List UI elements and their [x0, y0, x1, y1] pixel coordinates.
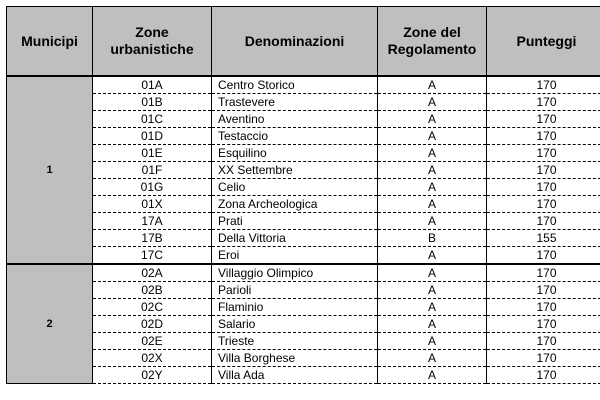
zona-regolamento-cell: A	[378, 76, 487, 94]
punteggio-cell: 170	[487, 350, 600, 367]
denominazione-cell: Zona Archeologica	[212, 196, 378, 213]
punteggio-cell: 170	[487, 316, 600, 333]
punteggio-cell: 170	[487, 264, 600, 282]
punteggio-cell: 170	[487, 128, 600, 145]
municipio-cell: 2	[7, 264, 93, 384]
table-row	[7, 179, 600, 196]
denominazione-cell: Aventino	[212, 111, 378, 128]
zone-code-cell: 01C	[93, 111, 212, 128]
zone-code-cell: 01X	[93, 196, 212, 213]
table-row	[7, 299, 600, 316]
punteggio-cell: 170	[487, 162, 600, 179]
punteggio-cell: 170	[487, 196, 600, 213]
zona-regolamento-cell: A	[378, 247, 487, 265]
denominazione-cell: Villa Ada	[212, 367, 378, 384]
punteggio-cell: 170	[487, 179, 600, 196]
zone-code-cell: 01A	[93, 76, 212, 94]
zona-regolamento-cell: A	[378, 213, 487, 230]
punteggio-cell: 170	[487, 145, 600, 162]
table-row	[7, 247, 600, 265]
zona-regolamento-cell: A	[378, 111, 487, 128]
zona-regolamento-cell: A	[378, 145, 487, 162]
zone-code-cell: 01B	[93, 94, 212, 111]
denominazione-cell: Parioli	[212, 282, 378, 299]
punteggio-cell: 170	[487, 299, 600, 316]
zone-code-cell: 02D	[93, 316, 212, 333]
zone-code-cell: 02C	[93, 299, 212, 316]
denominazione-cell: Testaccio	[212, 128, 378, 145]
table-row	[7, 145, 600, 162]
table-row	[7, 367, 600, 384]
municipio-cell: 1	[7, 76, 93, 264]
punteggio-cell: 170	[487, 94, 600, 111]
zona-regolamento-cell: A	[378, 333, 487, 350]
table-row	[7, 94, 600, 111]
zone-code-cell: 02A	[93, 264, 212, 282]
punteggio-cell: 170	[487, 76, 600, 94]
table-row	[7, 76, 600, 94]
zone-code-cell: 01D	[93, 128, 212, 145]
zona-regolamento-cell: A	[378, 282, 487, 299]
punteggio-cell: 170	[487, 367, 600, 384]
header-zone-urbanistiche: Zone urbanistiche	[93, 7, 212, 77]
table-row	[7, 196, 600, 213]
punteggio-cell: 170	[487, 282, 600, 299]
table-row	[7, 230, 600, 247]
denominazione-cell: Celio	[212, 179, 378, 196]
denominazione-cell: Trieste	[212, 333, 378, 350]
table-row	[7, 316, 600, 333]
denominazione-cell: Prati	[212, 213, 378, 230]
table-row	[7, 162, 600, 179]
denominazione-cell: Villaggio Olimpico	[212, 264, 378, 282]
zona-regolamento-cell: B	[378, 230, 487, 247]
table-body	[7, 76, 600, 384]
zone-code-cell: 01E	[93, 145, 212, 162]
zona-regolamento-cell: A	[378, 179, 487, 196]
header-denominazioni: Denominazioni	[212, 7, 378, 77]
zone-code-cell: 02B	[93, 282, 212, 299]
zone-code-cell: 02Y	[93, 367, 212, 384]
zona-regolamento-cell: A	[378, 299, 487, 316]
table-row	[7, 264, 600, 282]
denominazione-cell: Della Vittoria	[212, 230, 378, 247]
zona-regolamento-cell: A	[378, 196, 487, 213]
punteggio-cell: 155	[487, 230, 600, 247]
denominazione-cell: Trastevere	[212, 94, 378, 111]
punteggio-cell: 170	[487, 111, 600, 128]
zone-table-page	[6, 6, 600, 384]
denominazione-cell: Flaminio	[212, 299, 378, 316]
header-municipi: Municipi	[7, 7, 93, 77]
header-punteggi: Punteggi	[487, 7, 600, 77]
punteggio-cell: 170	[487, 333, 600, 350]
table-row	[7, 350, 600, 367]
zona-regolamento-cell: A	[378, 162, 487, 179]
zona-regolamento-cell: A	[378, 350, 487, 367]
table-row	[7, 128, 600, 145]
zona-regolamento-cell: A	[378, 128, 487, 145]
punteggio-cell: 170	[487, 247, 600, 265]
denominazione-cell: Eroi	[212, 247, 378, 265]
zona-regolamento-cell: A	[378, 367, 487, 384]
zona-regolamento-cell: A	[378, 94, 487, 111]
denominazione-cell: Esquilino	[212, 145, 378, 162]
zone-code-cell: 02E	[93, 333, 212, 350]
table-row	[7, 282, 600, 299]
denominazione-cell: Salario	[212, 316, 378, 333]
table-row	[7, 111, 600, 128]
zone-code-cell: 17A	[93, 213, 212, 230]
header-zone-regolamento: Zone del Regolamento	[378, 7, 487, 77]
zona-regolamento-cell: A	[378, 316, 487, 333]
zone-code-cell: 17B	[93, 230, 212, 247]
zone-code-cell: 01G	[93, 179, 212, 196]
denominazione-cell: Centro Storico	[212, 76, 378, 94]
table-row	[7, 333, 600, 350]
zone-code-cell: 01F	[93, 162, 212, 179]
header-row	[7, 7, 600, 77]
table-row	[7, 213, 600, 230]
zona-regolamento-cell: A	[378, 264, 487, 282]
zone-code-cell: 02X	[93, 350, 212, 367]
denominazione-cell: XX Settembre	[212, 162, 378, 179]
denominazione-cell: Villa Borghese	[212, 350, 378, 367]
punteggio-cell: 170	[487, 213, 600, 230]
zone-table	[6, 6, 600, 384]
zone-code-cell: 17C	[93, 247, 212, 265]
